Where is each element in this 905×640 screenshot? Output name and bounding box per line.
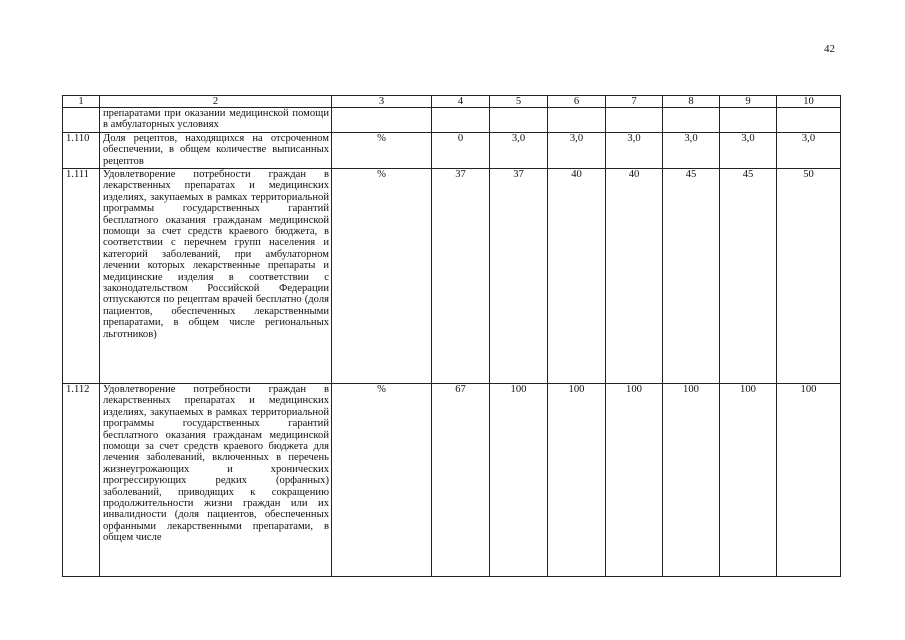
header-cell: 8 bbox=[663, 96, 720, 108]
row-value: 100 bbox=[548, 384, 606, 577]
row-value: 3,0 bbox=[606, 133, 663, 169]
header-cell: 9 bbox=[720, 96, 777, 108]
row-value bbox=[663, 108, 720, 133]
row-description: Удовлетворение потребности граждан в лекарственных препаратах и медицинских изделиях, закупаемых в рамках территориальной программы государственных гарантий бесплатного оказания гражданам медицинской помощи за счет средств краевого бюджета, в соответствии с перечнем групп населения и категорий заболеваний, при амбулаторном лечении которых лекарственные препараты и медицинские изделия в соответствии с законодательством Российской Федерации отпускаются по рецептам врачей бесплатно (доля пациентов, обеспеченных лекарственными препаратами, в общем числе региональных льготников) bbox=[100, 169, 332, 384]
row-value: 3,0 bbox=[663, 133, 720, 169]
row-value bbox=[432, 108, 490, 133]
row-value: 3,0 bbox=[720, 133, 777, 169]
row-description: Доля рецептов, находящихся на отсроченном обеспечении, в общем количестве выписанных рецептов bbox=[100, 133, 332, 169]
header-cell: 7 bbox=[606, 96, 663, 108]
row-number: 1.112 bbox=[63, 384, 100, 577]
row-number bbox=[63, 108, 100, 133]
row-value: 37 bbox=[432, 169, 490, 384]
table-row bbox=[63, 384, 841, 577]
table-row bbox=[63, 133, 841, 169]
row-value: 100 bbox=[777, 384, 841, 577]
row-value: 40 bbox=[548, 169, 606, 384]
page-number: 42 bbox=[824, 43, 835, 55]
row-value: 45 bbox=[663, 169, 720, 384]
header-cell: 6 bbox=[548, 96, 606, 108]
row-value bbox=[777, 108, 841, 133]
row-value: 3,0 bbox=[490, 133, 548, 169]
row-number: 1.110 bbox=[63, 133, 100, 169]
row-value: 37 bbox=[490, 169, 548, 384]
table-header-row bbox=[63, 96, 841, 108]
row-value: 45 bbox=[720, 169, 777, 384]
row-unit: % bbox=[332, 133, 432, 169]
table-row bbox=[63, 169, 841, 384]
indicators-table bbox=[62, 95, 841, 577]
row-value: 100 bbox=[663, 384, 720, 577]
row-description: Удовлетворение потребности граждан в лекарственных препаратах и медицинских изделиях, закупаемых в рамках территориальной программы государственных гарантий бесплатного оказания гражданам медицинской помощи за счет средств краевого бюджета для лечения заболеваний, включенных в перечень жизнеугрожающих и хронических прогрессирующих редких (орфанных) заболеваний, приводящих к сокращению продолжительности жизни граждан или их инвалидности (доля пациентов, обеспеченных орфанными лекарственными препаратами, в общем числе bbox=[100, 384, 332, 577]
header-cell: 4 bbox=[432, 96, 490, 108]
row-value: 67 bbox=[432, 384, 490, 577]
table-row bbox=[63, 108, 841, 133]
row-unit: % bbox=[332, 384, 432, 577]
row-value bbox=[548, 108, 606, 133]
row-value bbox=[606, 108, 663, 133]
row-value: 100 bbox=[606, 384, 663, 577]
row-value: 50 bbox=[777, 169, 841, 384]
header-cell: 3 bbox=[332, 96, 432, 108]
row-value bbox=[720, 108, 777, 133]
row-value: 3,0 bbox=[548, 133, 606, 169]
row-value: 100 bbox=[490, 384, 548, 577]
row-value bbox=[490, 108, 548, 133]
header-cell: 5 bbox=[490, 96, 548, 108]
header-cell: 2 bbox=[100, 96, 332, 108]
header-cell: 10 bbox=[777, 96, 841, 108]
row-value: 40 bbox=[606, 169, 663, 384]
row-value: 100 bbox=[720, 384, 777, 577]
row-value: 3,0 bbox=[777, 133, 841, 169]
row-unit: % bbox=[332, 169, 432, 384]
header-cell: 1 bbox=[63, 96, 100, 108]
row-value: 0 bbox=[432, 133, 490, 169]
row-number: 1.111 bbox=[63, 169, 100, 384]
row-unit bbox=[332, 108, 432, 133]
row-description: препаратами при оказании медицинской помощи в амбулаторных условиях bbox=[100, 108, 332, 133]
